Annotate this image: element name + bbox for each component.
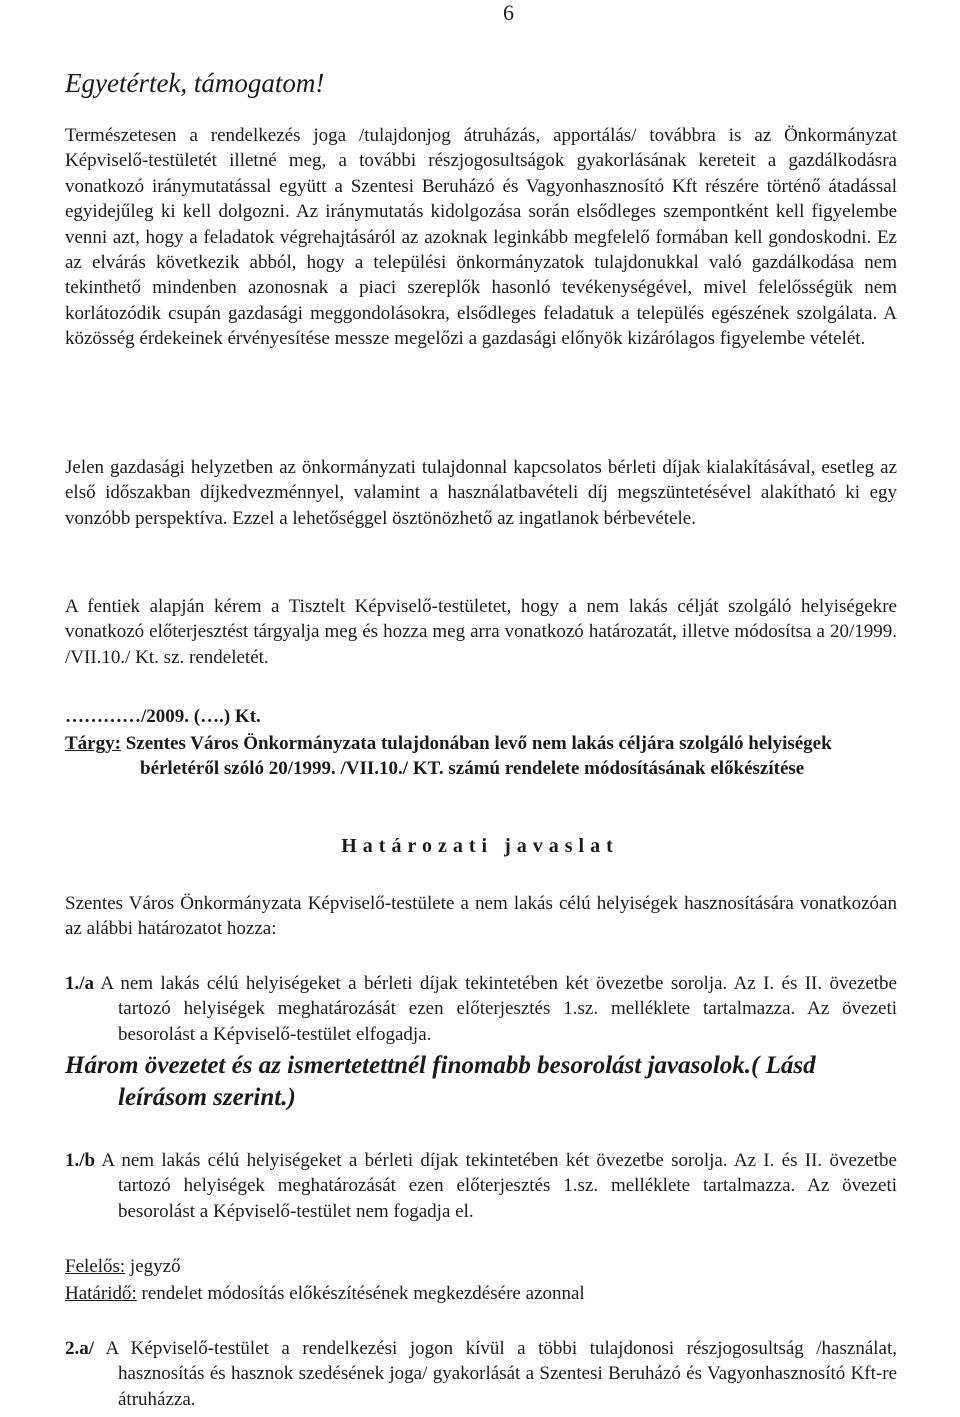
item-number: 1./a [65,973,95,994]
paragraph-rights: Természetesen a rendelkezés joga /tulajdonjog átruházás, apportálás/ továbbra is az Önkormányzat Képviselő-testületét illetné meg, a további részjogosultságok gyakorlásának kereteit a gazdálkodásra vonatkozó iránymutatással együtt a Szentesi Beruházó és Vagyonhasznosító Kft részére történő átadással egyidejűleg ki kell dolgozni. Az iránymutatás kidolgozása során elsődleges szempontként kell figyelembe venni azt, hogy a feladatok végrehajtásáról az azoknak leginkább megfelelő formában kell gondoskodni. Ez az elvárás következik abból, hogy a települési önkormányzatok tulajdonukkal való gazdálkodása nem tekinthető mindenben azonosnak a piaci szereplők hasonló tevékenységével, mivel felelősségük nem korlátozódik csupán gazdasági meggondolásokra, elsődleges feladatuk a település egészének szolgálata. A közösség érdekeinek érvényesítése messze megelőzi a gazdasági előnyök kizárólagos figyelembe vételét. [65,125,897,350]
decision-item-2a [65,1336,897,1412]
paragraph-economy: Jelen gazdasági helyzetben az önkormányzati tulajdonnal kapcsolatos bérleti díjak kialakításával, esetleg az első időszakban díjkedvezménnyel, valamint a használatbavételi díj megszüntetésével alakítható ki egy vonzóbb perspektíva. Ezzel a lehetőséggel ösztönözhető az ingatlanok bérbevétele. [65,457,897,529]
decision-item-1b [65,1148,897,1224]
responsible-value: jegyző [125,1256,181,1277]
responsible-label: Felelős: [65,1256,126,1277]
responsible-line [65,1254,181,1279]
item-text: A nem lakás célú helyiségeket a bérleti díjak tekintetében két övezetbe sorolja. Az I. és II. övezetbe tartozó helyiségek meghatározását ezen előterjesztés 1.sz. melléklete tartalmazza. Az övezeti besorolást a Képviselő-testület elfogadja. [94,973,897,1045]
item-text: A nem lakás célú helyiségeket a bérleti díjak tekintetében két övezetbe sorolja. Az I. és II. övezetbe tartozó helyiségek meghatározását ezen előterjesztés 1.sz. melléklete tartalmazza. Az övezeti besorolást a Képviselő-testület nem fogadja el. [95,1150,897,1222]
handwritten-style-comment: Három övezetet és az ismertetettnél finomabb besorolást javasolok.( Lásd leírásom szerint.) [65,1052,816,1111]
subject-text: Szentes Város Önkormányzata tulajdonában levő nem lakás céljára szolgáló helyiségek bérletéről szóló 20/1999. /VII.10./ KT. számú rendelete módosításának előkészítése [120,733,832,780]
resolution-number: …………/2009. (….) Kt. [65,706,261,727]
deadline-value: rendelet módosítás előkészítésének megkezdésére azonnal [136,1283,585,1304]
deadline-line [65,1281,585,1306]
resolution-subject [65,731,897,782]
section-heading: Határozati javaslat [341,835,619,857]
lead-title: Egyetértek, támogatom! [65,68,325,98]
subject-label: Tárgy: [65,733,121,754]
paragraph-decision-intro: Szentes Város Önkormányzata Képviselő-testülete a nem lakás célú helyiségek hasznosítására vonatkozóan az alábbi határozatot hozza: [65,893,897,940]
decision-item-1a [65,971,897,1047]
page-number: 6 [503,0,514,25]
item-text: A Képviselő-testület a rendelkezési jogon kívül a többi tulajdonosi részjogosultság /használat, hasznosítás és hasznok szedésének joga/ gyakorlását a Szentesi Beruházó és Vagyonhasznosító Kft-re átruházza. [94,1338,897,1410]
item-number: 2.a/ [65,1338,95,1359]
paragraph-request: A fentiek alapján kérem a Tisztelt Képviselő-testületet, hogy a nem lakás célját szolgáló helyiségekre vonatkozó előterjesztést tárgyalja meg és hozza meg arra vonatkozó határozatát, illetve módosítsa a 20/1999. /VII.10./ Kt. sz. rendeletét. [65,596,897,668]
item-number: 1./b [65,1150,96,1171]
deadline-label: Határidő: [65,1283,137,1304]
